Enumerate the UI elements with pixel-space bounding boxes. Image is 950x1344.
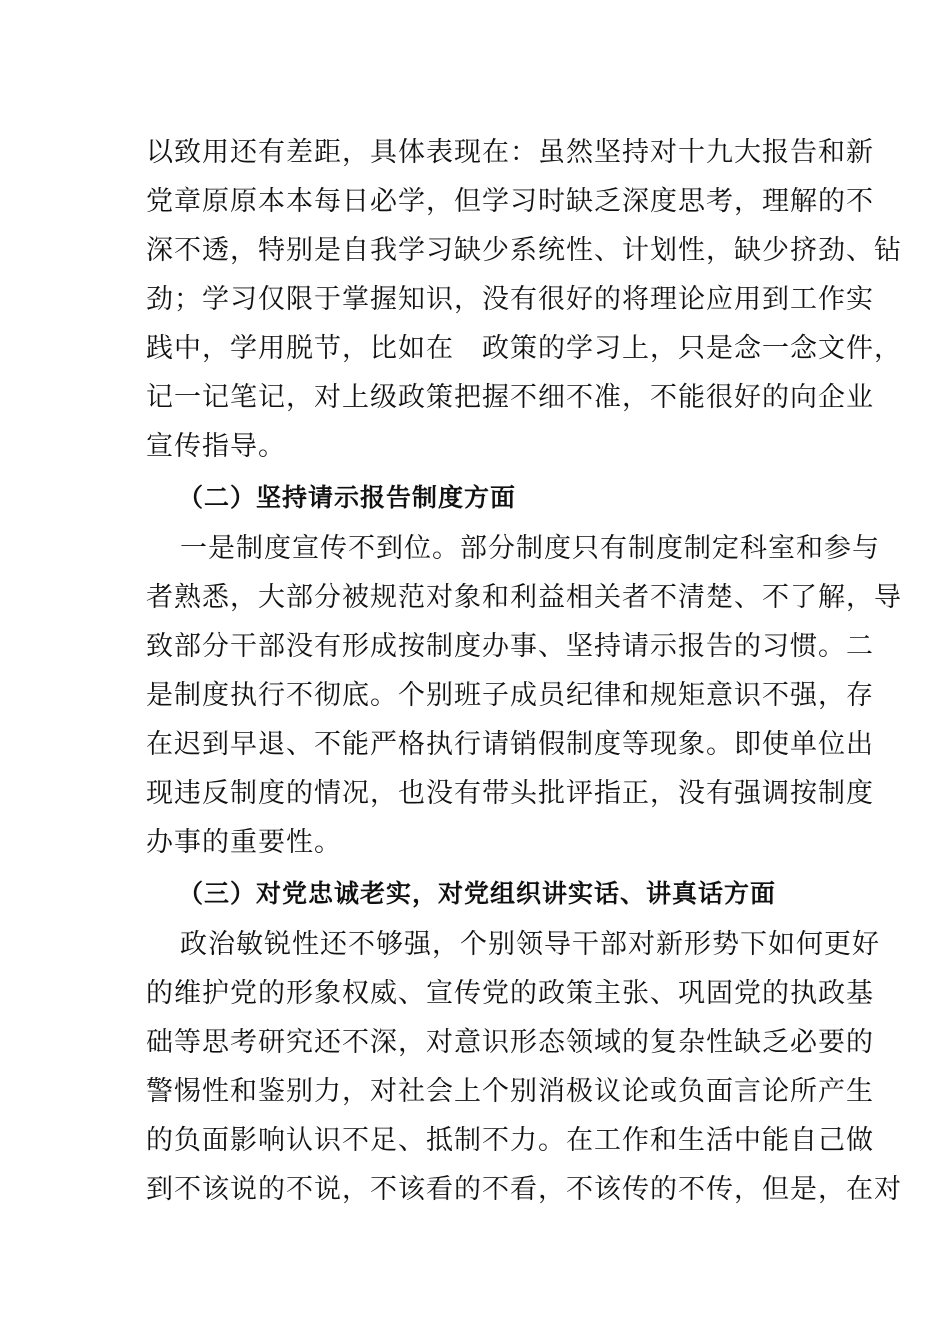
section-heading: （三）对党忠诚老实，对党组织讲实话、讲真话方面 [178,879,777,908]
paragraph-line: 践 中 ， 学 用 脱 节 ， 比 如 在 政 策 的 学 习 上 ， 只 是 念 一 念 文 件 ， [146,333,902,364]
paragraph-line: 的 负 面 影 响 认 识 不 足 、 抵 制 不 力 。 在 工 作 和 生 活 中 能 自 己 做 [146,1125,874,1156]
paragraph-line: 办事的重要性。 [146,827,342,858]
paragraph-line: 警 惕 性 和 鉴 别 力 ， 对 社 会 上 个 别 消 极 议 论 或 负 面 言 论 所 产 生 [146,1076,874,1107]
paragraph-line: 在 迟 到 早 退 、 不 能 严 格 执 行 请 销 假 制 度 等 现 象 。 即 使 单 位 出 [146,729,874,760]
paragraph-line: 劲 ； 学 习 仅 限 于 掌 握 知 识 ， 没 有 很 好 的 将 理 论 应 用 到 工 作 实 [146,284,874,315]
paragraph-line: 致 部 分 干 部 没 有 形 成 按 制 度 办 事 、 坚 持 请 示 报 告 的 习 惯 。 二 [146,631,874,662]
paragraph-line: 到 不 该 说 的 不 说 ， 不 该 看 的 不 看 ， 不 该 传 的 不 传 ， 但 是 ， 在 对 [146,1174,902,1205]
paragraph-line: 现 违 反 制 度 的 情 况 ， 也 没 有 带 头 批 评 指 正 ， 没 有 强 调 按 制 度 [146,778,874,809]
paragraph-line: 政 治 敏 锐 性 还 不 够 强 ， 个 别 领 导 干 部 对 新 形 势 下 如 何 更 好 [180,929,880,960]
paragraph-line: 以 致 用 还 有 差 距 ， 具 体 表 现 在 ： 虽 然 坚 持 对 十 九 大 报 告 和 新 [146,137,874,168]
paragraph-line: 宣传指导。 [146,431,286,462]
section-heading: （二）坚持请示报告制度方面 [178,483,517,512]
paragraph-line: 党 章 原 原 本 本 每 日 必 学 ， 但 学 习 时 缺 乏 深 度 思 考 ， 理 解 的 不 [146,186,874,217]
paragraph-line: 础 等 思 考 研 究 还 不 深 ， 对 意 识 形 态 领 域 的 复 杂 性 缺 乏 必 要 的 [146,1027,874,1058]
paragraph-line: 深 不 透 ， 特 别 是 自 我 学 习 缺 少 系 统 性 、 计 划 性 ， 缺 少 挤 劲 、 钻 [146,235,902,266]
paragraph-line: 是 制 度 执 行 不 彻 底 。 个 别 班 子 成 员 纪 律 和 规 矩 意 识 不 强 ， 存 [146,680,874,711]
paragraph-line: 一 是 制 度 宣 传 不 到 位 。 部 分 制 度 只 有 制 度 制 定 科 室 和 参 与 [180,533,880,564]
paragraph-line: 者 熟 悉 ， 大 部 分 被 规 范 对 象 和 利 益 相 关 者 不 清 楚 、 不 了 解 ， 导 [146,582,902,613]
paragraph-line: 记 一 记 笔 记 ， 对 上 级 政 策 把 握 不 细 不 准 ， 不 能 很 好 的 向 企 业 [146,382,874,413]
paragraph-line: 的 维 护 党 的 形 象 权 威 、 宣 传 党 的 政 策 主 张 、 巩 固 党 的 执 政 基 [146,978,874,1009]
